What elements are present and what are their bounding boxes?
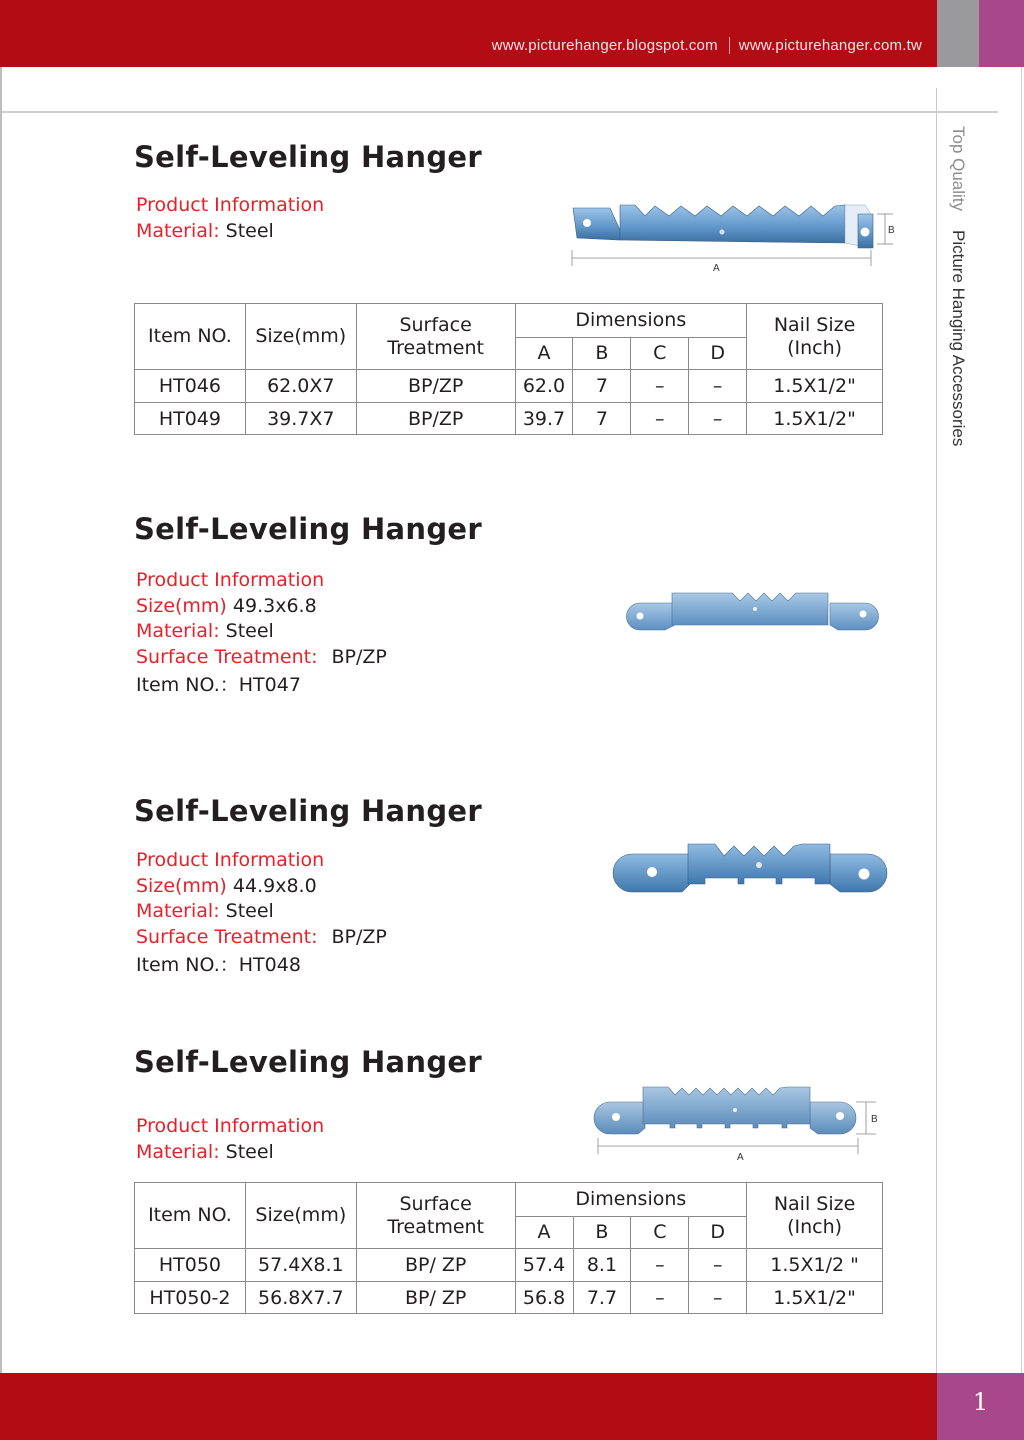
item-no-value: HT047 xyxy=(238,674,301,696)
product-information-label: Product Information xyxy=(136,849,325,871)
cell-item: HT050-2 xyxy=(135,1282,246,1314)
section-4-title: Self-Leveling Hanger xyxy=(134,1045,482,1079)
dimension-a-label: A xyxy=(713,263,720,274)
product-information-label: Product Information xyxy=(136,194,325,216)
cell-d: – xyxy=(689,370,747,403)
sidebar-vertical-text xyxy=(948,126,968,446)
dimension-b-label: B xyxy=(888,225,895,236)
header-size: Size(mm) xyxy=(245,304,356,370)
cell-a: 39.7 xyxy=(515,403,573,435)
right-border-rule xyxy=(1021,67,1022,1373)
center-dimple xyxy=(733,1108,737,1112)
cell-c: – xyxy=(631,1282,689,1314)
header-dimensions: Dimensions xyxy=(515,1183,747,1217)
material-value: Steel xyxy=(225,900,274,922)
header-item-no: Item NO. xyxy=(135,1183,246,1249)
header-surface: Surface Treatment xyxy=(356,304,515,370)
cell-b: 7.7 xyxy=(573,1282,631,1314)
hanger-body xyxy=(643,1087,810,1128)
spec-table-1 xyxy=(134,303,883,435)
left-border-rule xyxy=(0,67,2,1373)
cell-d: – xyxy=(689,1249,747,1282)
item-no-label: Item NO. xyxy=(136,954,220,976)
item-colon: ： xyxy=(219,954,239,976)
material-value: Steel xyxy=(225,219,274,242)
item-colon: ： xyxy=(219,674,239,696)
table-row xyxy=(135,403,883,435)
header-size: Size(mm) xyxy=(245,1183,356,1249)
top-divider-rule xyxy=(2,111,998,113)
site-url-link[interactable]: www.picturehanger.com.tw xyxy=(738,37,922,54)
section-3-title: Self-Leveling Hanger xyxy=(134,794,482,828)
header-dim-c: C xyxy=(631,338,689,370)
cell-c: – xyxy=(631,370,689,403)
center-dimple xyxy=(756,862,762,868)
cell-nail: 1.5X1/2 " xyxy=(747,1249,883,1282)
header-dim-a: A xyxy=(515,1217,573,1249)
section-1-title: Self-Leveling Hanger xyxy=(134,140,482,174)
header-nail-size: Nail Size (Inch) xyxy=(747,1183,883,1249)
item-no-value: HT048 xyxy=(238,954,301,976)
material-value: Steel xyxy=(225,1140,274,1163)
cell-surface: BP/ ZP xyxy=(356,1282,515,1314)
section-2-info xyxy=(136,568,387,699)
size-label: Size(mm) xyxy=(136,874,227,897)
cell-size: 39.7X7 xyxy=(245,403,356,435)
cell-surface: BP/ZP xyxy=(356,403,515,435)
item-no-label: Item NO. xyxy=(136,674,220,696)
header-pink-block xyxy=(979,0,1024,67)
product-information-label: Product Information xyxy=(136,569,325,591)
cell-size: 62.0X7 xyxy=(245,370,356,403)
sidebar-divider-rule xyxy=(936,88,937,1373)
left-nail-hole xyxy=(612,1113,620,1121)
hanger-body xyxy=(672,593,828,625)
surface-treatment-label: Surface Treatment: xyxy=(136,925,318,948)
right-tab xyxy=(810,1102,856,1134)
section-2-title: Self-Leveling Hanger xyxy=(134,512,482,546)
header-dim-b: B xyxy=(573,1217,631,1249)
cell-d: – xyxy=(689,403,747,435)
material-label: Material: xyxy=(136,900,220,922)
right-tab xyxy=(830,603,878,630)
cell-size: 56.8X7.7 xyxy=(245,1282,356,1314)
material-label: Material: xyxy=(136,219,220,242)
cell-a: 56.8 xyxy=(515,1282,573,1314)
hanger-image-rounded-ends xyxy=(620,585,890,645)
surface-treatment-value: BP/ZP xyxy=(331,645,387,668)
surface-treatment-label: Surface Treatment: xyxy=(136,645,318,668)
section-1-info xyxy=(136,193,324,244)
cell-item: HT049 xyxy=(135,403,246,435)
table-row xyxy=(135,1249,883,1282)
dimension-b-label: B xyxy=(871,1114,878,1125)
header-dim-a: A xyxy=(515,338,573,370)
sidebar-tagline: Top Quality xyxy=(949,126,968,212)
header-nail-size: Nail Size (Inch) xyxy=(747,304,883,370)
table-row xyxy=(135,1282,883,1314)
left-nail-hole xyxy=(647,867,657,877)
right-tab xyxy=(830,854,887,892)
cell-b: 7 xyxy=(573,403,631,435)
left-tab xyxy=(627,603,675,630)
cell-c: – xyxy=(631,1249,689,1282)
header-gray-block xyxy=(937,0,979,67)
cell-nail: 1.5X1/2" xyxy=(747,370,883,403)
right-nail-hole xyxy=(836,1112,844,1120)
header-dim-b: B xyxy=(573,338,631,370)
surface-treatment-value: BP/ZP xyxy=(331,925,387,948)
footer-bar xyxy=(0,1373,937,1440)
right-nail-hole xyxy=(859,869,870,880)
sidebar-category: Picture Hanging Accessories xyxy=(949,229,968,447)
product-information-label: Product Information xyxy=(136,1115,325,1137)
header-surface: Surface Treatment xyxy=(356,1183,515,1249)
hanger-teeth xyxy=(620,205,845,243)
material-value: Steel xyxy=(225,620,274,642)
size-label: Size(mm) xyxy=(136,594,227,617)
url-separator xyxy=(729,37,730,54)
header-dimensions: Dimensions xyxy=(515,304,747,338)
page-number: 1 xyxy=(972,1388,989,1416)
cell-c: – xyxy=(631,403,689,435)
cell-item: HT046 xyxy=(135,370,246,403)
header-item-no: Item NO. xyxy=(135,304,246,370)
material-label: Material: xyxy=(136,620,220,642)
cell-b: 7 xyxy=(573,370,631,403)
left-nail-hole xyxy=(583,219,591,227)
right-nail-hole xyxy=(860,611,867,618)
material-label: Material: xyxy=(136,1140,220,1163)
header-bar xyxy=(0,0,937,67)
hanger-image-straight xyxy=(565,200,905,275)
spec-table-2 xyxy=(134,1182,883,1314)
cell-d: – xyxy=(689,1282,747,1314)
table-row xyxy=(135,370,883,403)
cell-nail: 1.5X1/2" xyxy=(747,403,883,435)
header-dim-c: C xyxy=(631,1217,689,1249)
cell-a: 62.0 xyxy=(515,370,573,403)
section-4-info xyxy=(136,1114,324,1165)
right-nail-hole xyxy=(861,228,870,237)
cell-surface: BP/ ZP xyxy=(356,1249,515,1282)
cell-surface: BP/ZP xyxy=(356,370,515,403)
hanger-body xyxy=(573,208,620,240)
dimension-a-label: A xyxy=(737,1152,744,1163)
cell-b: 8.1 xyxy=(573,1249,631,1282)
cell-item: HT050 xyxy=(135,1249,246,1282)
cell-size: 57.4X8.1 xyxy=(245,1249,356,1282)
center-dimple xyxy=(753,607,757,611)
size-value: 44.9x8.0 xyxy=(232,874,317,897)
left-nail-hole xyxy=(637,613,644,620)
center-dimple xyxy=(720,230,725,235)
hanger-image-long-notched xyxy=(590,1082,890,1168)
header-urls xyxy=(492,37,922,54)
section-3-info xyxy=(136,848,387,979)
hanger-image-notched xyxy=(610,832,890,902)
cell-nail: 1.5X1/2" xyxy=(747,1282,883,1314)
header-dim-d: D xyxy=(689,338,747,370)
cell-a: 57.4 xyxy=(515,1249,573,1282)
header-dim-d: D xyxy=(689,1217,747,1249)
blog-url-link[interactable]: www.picturehanger.blogspot.com xyxy=(491,37,718,54)
size-value: 49.3x6.8 xyxy=(232,594,317,617)
